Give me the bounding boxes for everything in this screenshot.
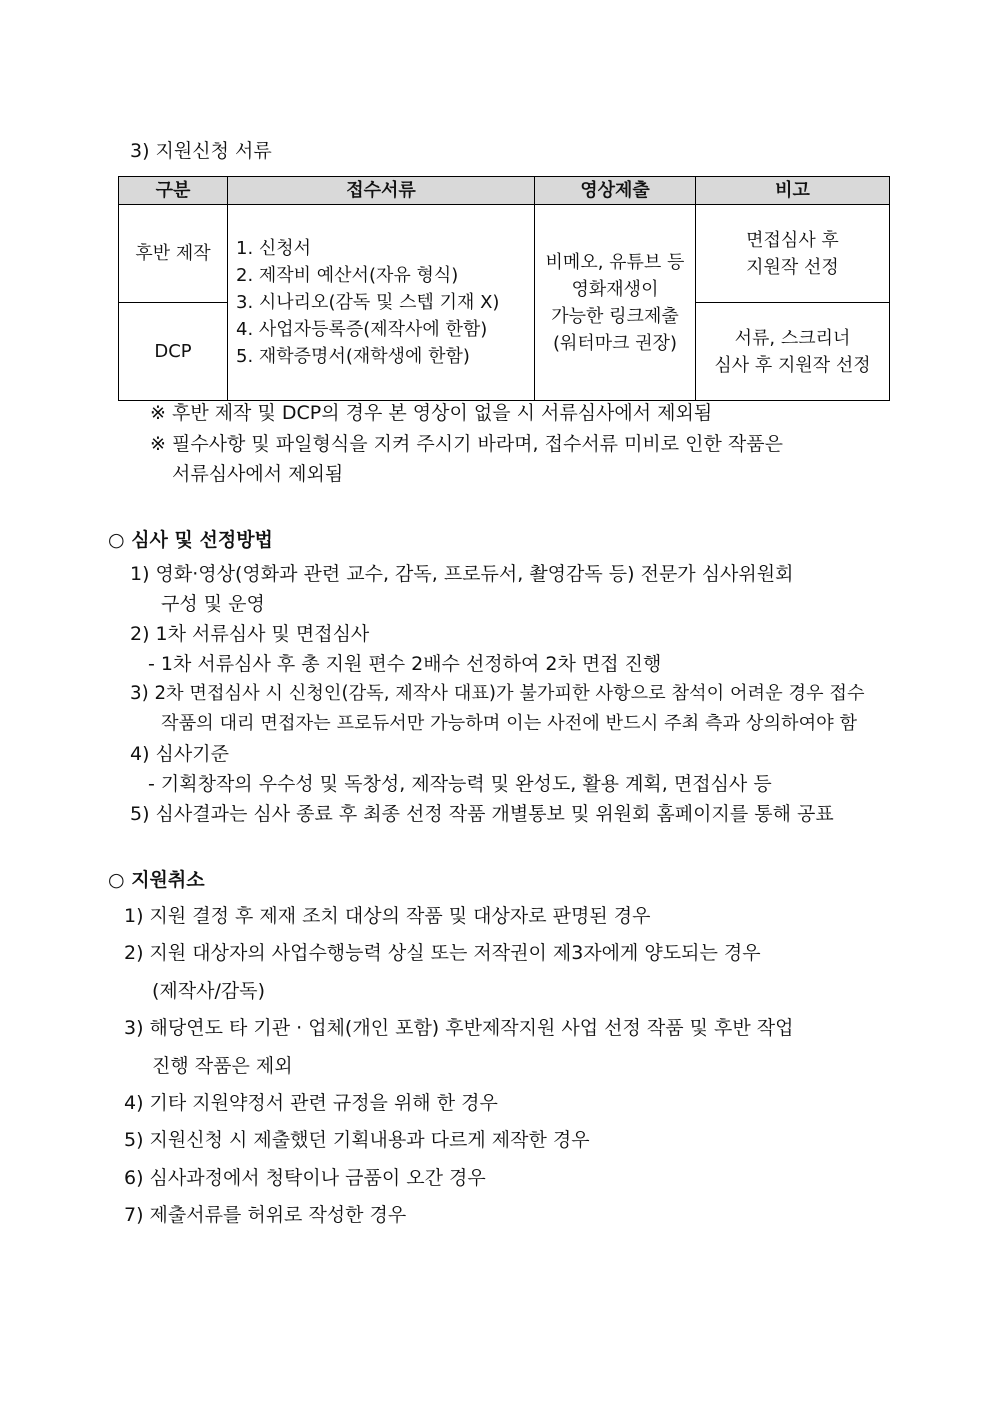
table-row <box>119 205 890 303</box>
cancel-line: 7) 제출서류를 허위로 작성한 경우 <box>124 1204 407 1226</box>
review-line: 구성 및 운영 <box>161 593 265 615</box>
doc-item: 3. 시나리오(감독 및 스텝 기재 X) <box>236 292 500 313</box>
review-line: 2) 1차 서류심사 및 면접심사 <box>130 623 370 645</box>
cancel-line: 4) 기타 지원약정서 관련 규정을 위해 한 경우 <box>124 1092 498 1114</box>
section-title-application-docs: 3) 지원신청 서류 <box>130 140 272 162</box>
video-line: 영화재생이 <box>571 278 659 300</box>
video-line: 비메오, 유튜브 등 <box>545 251 685 273</box>
header-note: 비고 <box>696 177 890 205</box>
cancel-line: 1) 지원 결정 후 제재 조치 대상의 작품 및 대상자로 판명된 경우 <box>124 905 651 927</box>
note1-line: 면접심사 후 <box>746 229 839 251</box>
review-line: 1) 영화·영상(영화과 관련 교수, 감독, 프로듀서, 촬영감독 등) 전문가 심사위원회 <box>130 563 794 585</box>
cancel-line: 진행 작품은 제외 <box>152 1055 293 1077</box>
cancel-heading: ○ 지원취소 <box>108 869 205 891</box>
note-line: ※ 필수사항 및 파일형식을 지켜 주시기 바라며, 접수서류 미비로 인한 작품은 <box>150 433 783 455</box>
cancel-line: 3) 해당연도 타 기관 · 업체(개인 포함) 후반제작지원 사업 선정 작품 및 후반 작업 <box>124 1017 794 1039</box>
doc-item: 2. 제작비 예산서(자유 형식) <box>236 265 459 286</box>
cancel-line: 2) 지원 대상자의 사업수행능력 상실 또는 저작권이 제3자에게 양도되는 경우 <box>124 942 761 964</box>
review-line: - 기획창작의 우수성 및 독창성, 제작능력 및 완성도, 활용 계획, 면접심사 등 <box>148 773 772 795</box>
note2-cell <box>696 303 890 401</box>
cancel-line: 6) 심사과정에서 청탁이나 금품이 오간 경우 <box>124 1167 486 1189</box>
header-category: 구분 <box>119 177 228 205</box>
cancel-line: 5) 지원신청 시 제출했던 기획내용과 다르게 제작한 경우 <box>124 1129 590 1151</box>
application-docs-table <box>118 176 890 401</box>
doc-item: 4. 사업자등록증(제작사에 한함) <box>236 319 488 340</box>
review-line: 4) 심사기준 <box>130 743 229 765</box>
note-line: 서류심사에서 제외됨 <box>172 463 344 485</box>
review-line: 5) 심사결과는 심사 종료 후 최종 선정 작품 개별통보 및 위원회 홈페이지를 통해 공표 <box>130 803 834 825</box>
header-video: 영상제출 <box>535 177 696 205</box>
review-line: 작품의 대리 면접자는 프로듀서만 가능하며 이는 사전에 반드시 주최 측과 상의하여야 함 <box>161 713 858 734</box>
video-cell <box>535 205 696 401</box>
note-line: ※ 후반 제작 및 DCP의 경우 본 영상이 없을 시 서류심사에서 제외됨 <box>150 402 713 424</box>
cancel-line: (제작사/감독) <box>152 980 265 1002</box>
doc-item: 5. 재학증명서(재학생에 한함) <box>236 346 470 367</box>
video-line: 가능한 링크제출 <box>551 305 679 327</box>
review-line: 3) 2차 면접심사 시 신청인(감독, 제작사 대표)가 불가피한 사항으로 참석이 어려운 경우 접수 <box>130 683 865 704</box>
table-header-row <box>119 177 890 205</box>
review-line: - 1차 서류심사 후 총 지원 편수 2배수 선정하여 2차 면접 진행 <box>148 653 662 675</box>
doc-item: 1. 신청서 <box>236 238 312 259</box>
row2-category: DCP <box>119 303 228 401</box>
header-documents: 접수서류 <box>228 177 535 205</box>
note1-cell <box>696 205 890 303</box>
row1-category: 후반 제작 <box>119 205 228 303</box>
video-line: (워터마크 권장) <box>552 332 678 354</box>
review-heading: ○ 심사 및 선정방법 <box>108 529 273 551</box>
documents-cell <box>228 205 535 401</box>
note1-line: 지원작 선정 <box>746 256 839 278</box>
note2-line: 서류, 스크리너 <box>734 327 851 349</box>
note2-line: 심사 후 지원작 선정 <box>714 354 871 376</box>
